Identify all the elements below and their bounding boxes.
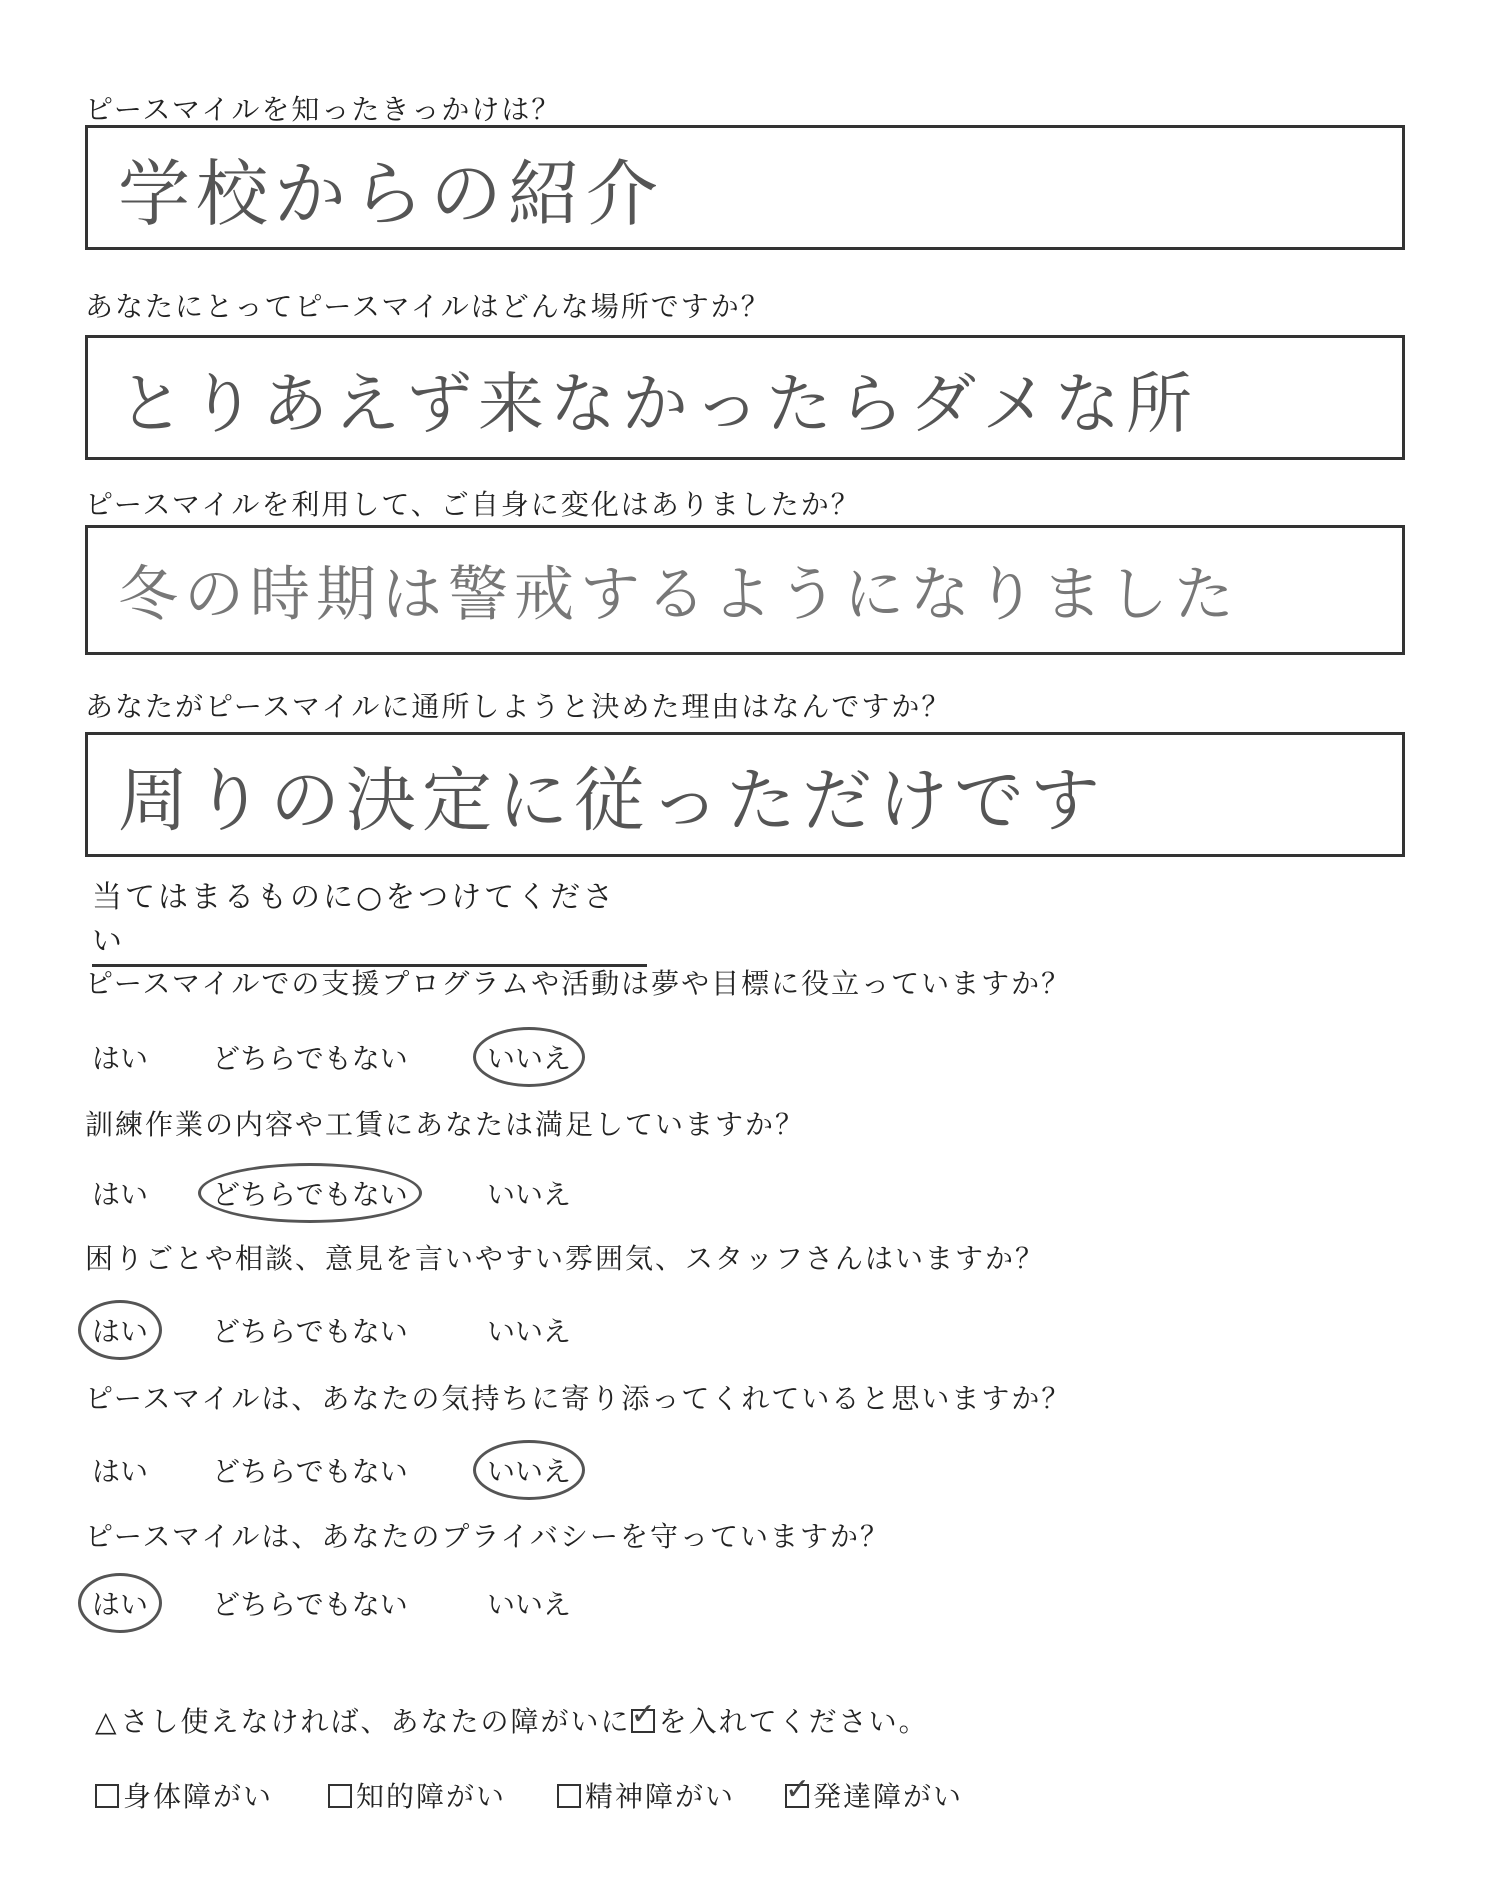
option-yes[interactable]: はい [92, 1042, 149, 1075]
answer-box-4[interactable] [85, 732, 1405, 857]
checkbox-intellectual[interactable] [328, 1775, 506, 1815]
option-neutral[interactable]: どちらでもない [212, 1042, 408, 1075]
answer-box-3[interactable] [85, 525, 1405, 655]
option-yes[interactable]: はい [92, 1583, 148, 1623]
choice-question-5: ピースマイルは、あなたのプライバシーを守っていますか？ [85, 1520, 890, 1553]
option-neutral[interactable]: どちらでもない [212, 1455, 408, 1488]
option-neutral[interactable]: どちらでもない [212, 1588, 408, 1621]
option-no[interactable]: いいえ [487, 1588, 572, 1621]
option-neutral[interactable]: どちらでもない [212, 1173, 408, 1213]
option-no[interactable]: いいえ [487, 1178, 572, 1211]
section-heading: 当てはまるものに○をつけてください [92, 872, 647, 967]
checkbox-label: 身体障がい [123, 1780, 274, 1813]
option-neutral[interactable]: どちらでもない [212, 1315, 408, 1348]
choice-question-4: ピースマイルは、あなたの気持ちに寄り添ってくれていると思いますか？ [85, 1382, 1072, 1415]
answer-box-1[interactable] [85, 125, 1405, 250]
checkbox-developmental[interactable] [785, 1775, 963, 1815]
checkbox-icon [631, 1709, 655, 1733]
checkbox-icon[interactable] [95, 1784, 119, 1808]
checkbox-physical[interactable] [95, 1775, 273, 1815]
disability-prompt-suffix: を入れてください。 [658, 1705, 929, 1738]
answer-2: とりあえず来なかったらダメな所 [118, 365, 1198, 442]
question-1: ピースマイルを知ったきっかけは？ [85, 93, 562, 126]
answer-3: 冬の時期は警戒するようになりました [118, 560, 1240, 630]
checkbox-mental[interactable] [557, 1775, 735, 1815]
question-3: ピースマイルを利用して、ご自身に変化はありましたか？ [85, 488, 861, 521]
disability-prompt-text: さし使えなければ、あなたの障がいに [120, 1705, 631, 1738]
option-yes[interactable]: はい [92, 1455, 149, 1488]
answer-box-2[interactable] [85, 335, 1405, 460]
checkbox-label: 精神障がい [585, 1780, 736, 1813]
checkbox-label: 知的障がい [356, 1780, 507, 1813]
triangle-icon: △ [95, 1705, 119, 1738]
option-yes[interactable]: はい [92, 1310, 148, 1350]
question-4: あなたがピースマイルに通所しようと決めた理由はなんですか？ [85, 690, 952, 723]
checkbox-icon[interactable] [785, 1784, 809, 1808]
option-no[interactable]: いいえ [487, 1450, 571, 1490]
answer-4: 周りの決定に従っただけです [118, 759, 1106, 841]
checkbox-icon[interactable] [557, 1784, 581, 1808]
option-yes[interactable]: はい [92, 1178, 149, 1211]
disability-prompt [95, 1700, 929, 1740]
choice-question-1: ピースマイルでの支援プログラムや活動は夢や目標に役立っていますか？ [85, 967, 1072, 1000]
option-no[interactable]: いいえ [487, 1037, 571, 1077]
question-2: あなたにとってピースマイルはどんな場所ですか？ [85, 290, 771, 323]
choice-question-2: 訓練作業の内容や工賃にあなたは満足していますか？ [85, 1108, 806, 1141]
checkbox-icon[interactable] [328, 1784, 352, 1808]
choice-question-3: 困りごとや相談、意見を言いやすい雰囲気、スタッフさんはいますか？ [85, 1242, 1046, 1275]
checkbox-label: 発達障がい [813, 1780, 964, 1813]
option-no[interactable]: いいえ [487, 1315, 572, 1348]
answer-1: 学校からの紹介 [118, 151, 665, 236]
